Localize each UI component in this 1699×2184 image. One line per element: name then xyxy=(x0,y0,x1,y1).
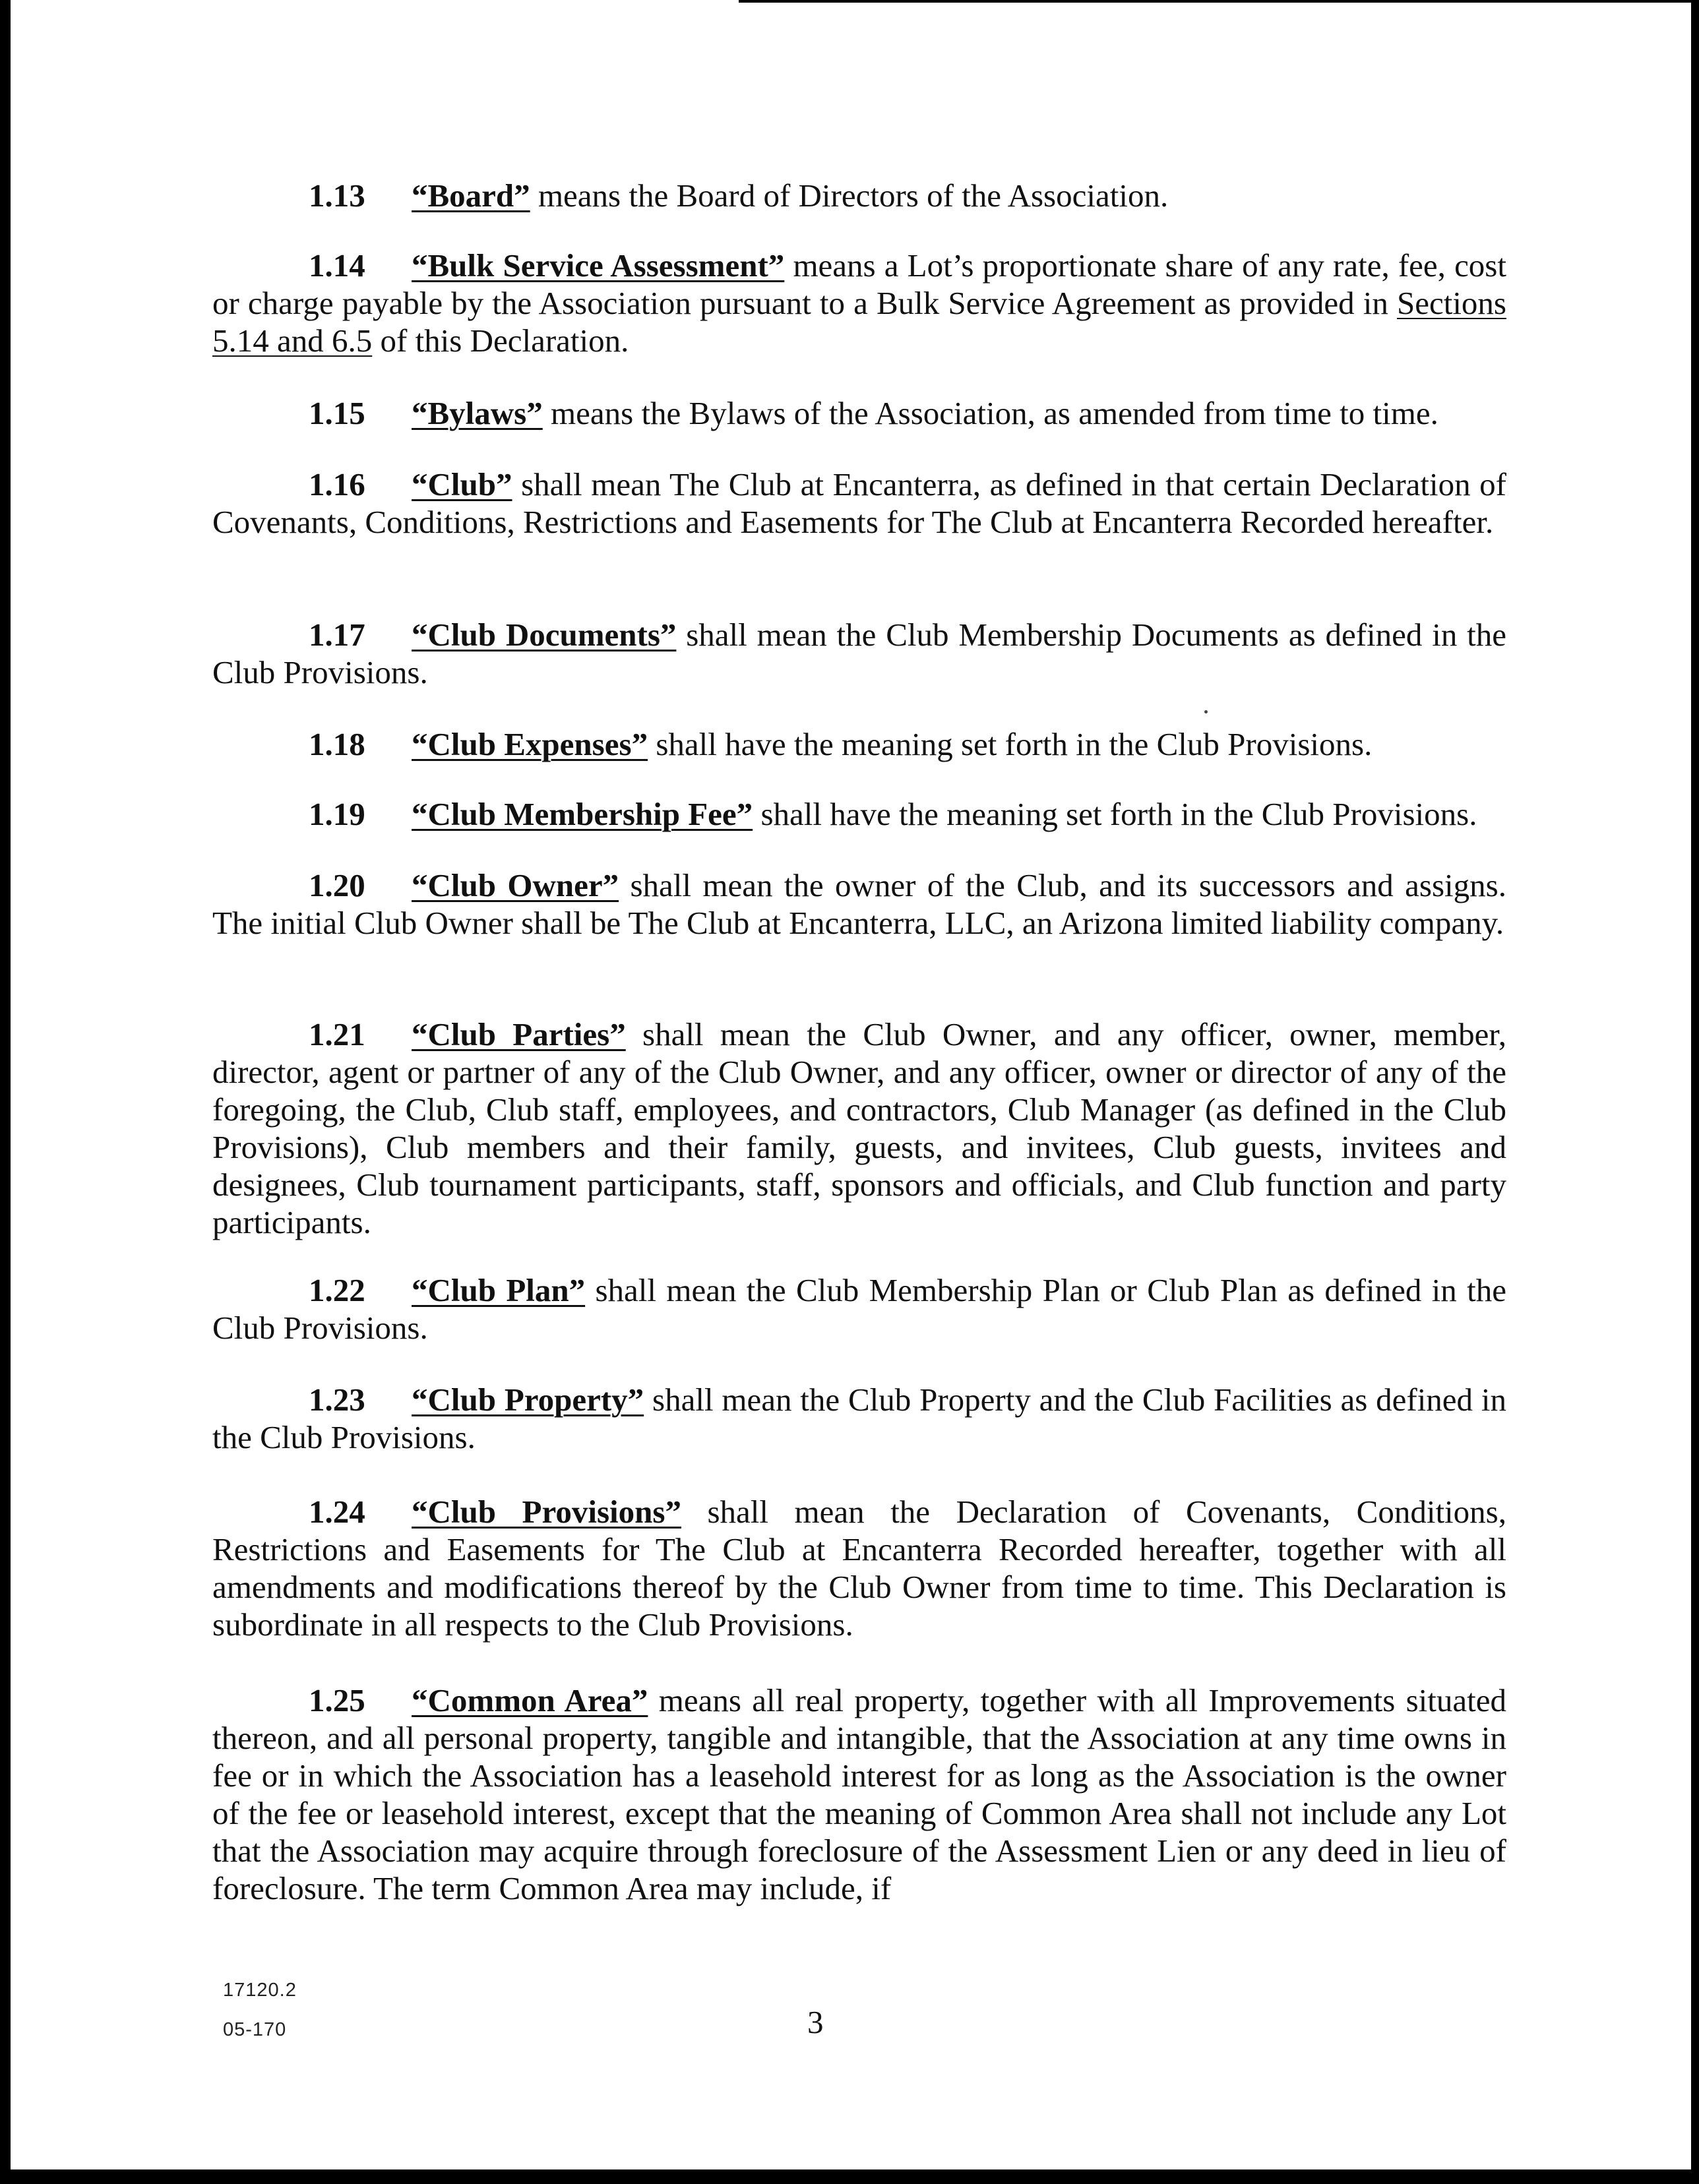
section-1-23 xyxy=(212,1381,1506,1456)
footer-doc-ref: 05-170 xyxy=(223,2019,287,2040)
defined-term: “Club Expenses” xyxy=(412,726,648,762)
defined-term: “Club Documents” xyxy=(412,617,677,653)
defined-term: “Club Membership Fee” xyxy=(412,796,753,832)
definition-text: shall mean The Club at Encanterra, as defined in that certain Declaration of Covenants, Conditions, Restrictions and Easements for The Club at Encanterra Recorded hereafter. xyxy=(212,466,1506,540)
definition-text: shall mean the Club Owner, and any officer, owner, member, director, agent or partner of any of the Club Owner, and any officer, owner or director of any of the foregoing, the Club, Club staff, employees, and contractors, Club Manager (as defined in the Club Provisions), Club members and their family, guests, and invitees, Club guests, invitees and designees, Club tournament participants, staff, sponsors and officials, and Club function and party participants. xyxy=(212,1016,1506,1240)
section-number: 1.16 xyxy=(309,466,365,502)
section-1-20 xyxy=(212,866,1506,942)
section-number: 1.24 xyxy=(309,1494,365,1530)
section-1-22 xyxy=(212,1271,1506,1347)
section-reference: Sections 5.14 and 6.5 xyxy=(212,285,1506,359)
section-number: 1.25 xyxy=(309,1682,365,1718)
definition-text: means all real property, together with all Improvements situated thereon, and all personal property, tangible and intangible, that the Association at any time owns in fee or in which the Association has a leasehold interest for as long as the Association is the owner of the fee or leasehold interest, except that the meaning of Common Area shall not include any Lot that the Association may acquire through foreclosure of the Assessment Lien or any deed in lieu of foreclosure. The term Common Area may include, if xyxy=(212,1682,1506,1906)
section-1-13 xyxy=(212,177,1506,214)
defined-term: “Club Owner” xyxy=(412,867,619,903)
defined-term: “Club Parties” xyxy=(412,1016,626,1052)
footer-doc-id: 17120.2 xyxy=(223,1980,297,2001)
section-number: 1.17 xyxy=(309,617,365,653)
section-1-21 xyxy=(212,1016,1506,1241)
definition-text: means the Bylaws of the Association, as amended from time to time. xyxy=(542,395,1438,431)
definition-text: shall mean the owner of the Club, and its successors and assigns. The initial Club Owner shall be The Club at Encanterra, LLC, an Arizona limited liability company. xyxy=(212,867,1506,941)
scan-edge-right xyxy=(1691,0,1699,2184)
scan-speck xyxy=(1204,710,1208,713)
scan-edge-bottom xyxy=(0,2169,1699,2184)
section-1-17 xyxy=(212,616,1506,691)
section-number: 1.19 xyxy=(309,796,365,832)
defined-term: “Bulk Service Assessment” xyxy=(412,247,785,284)
section-1-14 xyxy=(212,247,1506,359)
defined-term: “Club Property” xyxy=(412,1381,644,1418)
section-1-18 xyxy=(212,725,1506,763)
scan-edge-top xyxy=(739,0,1699,3)
section-1-19 xyxy=(212,795,1506,833)
definition-text: shall mean the Club Membership Plan or Club Plan as defined in the Club Provisions. xyxy=(212,1272,1506,1346)
section-1-25 xyxy=(212,1682,1506,1907)
definition-text: means a Lot’s proportionate share of any rate, fee, cost or charge payable by the Association pursuant to a Bulk Service Agreement as provided in xyxy=(212,247,1506,321)
defined-term: “Club Provisions” xyxy=(412,1494,681,1530)
section-number: 1.20 xyxy=(309,867,365,903)
definition-text: shall mean the Club Membership Documents as defined in the Club Provisions. xyxy=(212,617,1506,690)
defined-term: “Club” xyxy=(412,466,512,502)
section-number: 1.15 xyxy=(309,395,365,431)
definition-text-continued: of this Declaration. xyxy=(372,322,629,359)
section-number: 1.14 xyxy=(309,247,365,284)
section-number: 1.13 xyxy=(309,177,365,214)
definition-text: shall mean the Club Property and the Club Facilities as defined in the Club Provisions. xyxy=(212,1381,1506,1455)
section-1-15 xyxy=(212,394,1506,432)
defined-term: “Club Plan” xyxy=(412,1272,586,1308)
definition-text: shall have the meaning set forth in the Club Provisions. xyxy=(753,796,1477,832)
defined-term: “Common Area” xyxy=(412,1682,648,1718)
page-number: 3 xyxy=(807,2004,824,2040)
section-number: 1.23 xyxy=(309,1381,365,1418)
definition-text: shall mean the Declaration of Covenants, Conditions, Restrictions and Easements for The Club at Encanterra Recorded hereafter, together with all amendments and modifications thereof by the Club Owner from time to time. This Declaration is subordinate in all respects to the Club Provisions. xyxy=(212,1494,1506,1643)
definition-text: means the Board of Directors of the Association. xyxy=(530,177,1169,214)
defined-term: “Board” xyxy=(412,177,530,214)
section-1-24 xyxy=(212,1493,1506,1643)
section-1-16 xyxy=(212,466,1506,541)
section-number: 1.22 xyxy=(309,1272,365,1308)
definition-text: shall have the meaning set forth in the Club Provisions. xyxy=(648,726,1373,762)
section-number: 1.18 xyxy=(309,726,365,762)
defined-term: “Bylaws” xyxy=(412,395,543,431)
section-number: 1.21 xyxy=(309,1016,365,1052)
scan-edge-left xyxy=(0,0,11,2184)
